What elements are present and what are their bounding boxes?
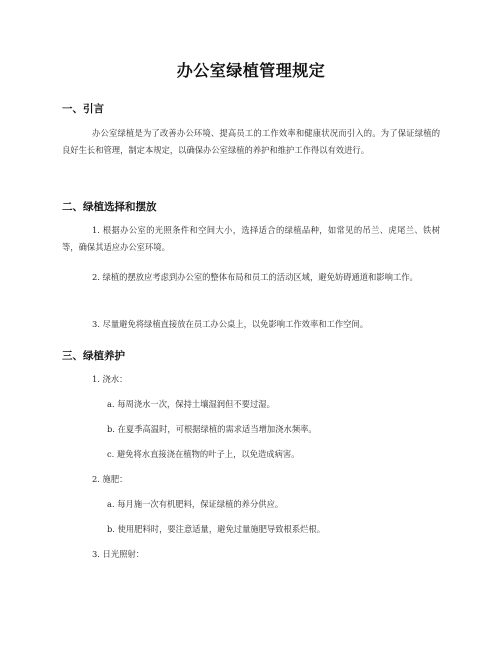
selection-paragraph-3: 3. 尽量避免将绿植直接放在员工办公桌上，以免影响工作效率和工作空间。	[92, 319, 369, 329]
care-item-watering: 1. 浇水：	[92, 374, 128, 384]
care-subitem: a. 每周浇水一次，保持土壤湿润但不要过湿。	[107, 399, 275, 409]
care-subitem: c. 避免将水直接浇在植物的叶子上，以免造成病害。	[107, 449, 300, 459]
care-item-sunlight: 3. 日光照射：	[92, 549, 145, 559]
section-heading-selection: 二、绿植选择和摆放	[62, 201, 157, 213]
section-heading-care: 三、绿植养护	[62, 350, 125, 362]
page-title: 办公室绿植管理规定	[176, 61, 326, 80]
care-subitem: b. 使用肥料时，要注意适量，避免过量施肥导致根系烂根。	[107, 524, 326, 534]
intro-paragraph: 办公室绿植是为了改善办公环境、提高员工的工作效率和健康状况而引入的。为了保证绿植的良好生长和管理，制定本规定，以确保办公室绿植的养护和维护工作得以有效进行。	[62, 128, 440, 155]
selection-paragraph-1: 1. 根据办公室的光照条件和空间大小，选择适合的绿植品种，如常见的吊兰、虎尾兰、铁树等，确保其适应办公室环境。	[62, 225, 440, 252]
care-subitem: a. 每月施一次有机肥料，保证绿植的养分供应。	[107, 499, 284, 509]
care-subitem: b. 在夏季高温时，可根据绿植的需求适当增加浇水频率。	[107, 424, 317, 434]
care-item-fertilizing: 2. 施肥：	[92, 474, 128, 484]
section-heading-intro: 一、引言	[62, 103, 104, 115]
selection-paragraph-2: 2. 绿植的摆放应考虑到办公室的整体布局和员工的活动区域，避免妨碍通道和影响工作。	[92, 272, 418, 282]
